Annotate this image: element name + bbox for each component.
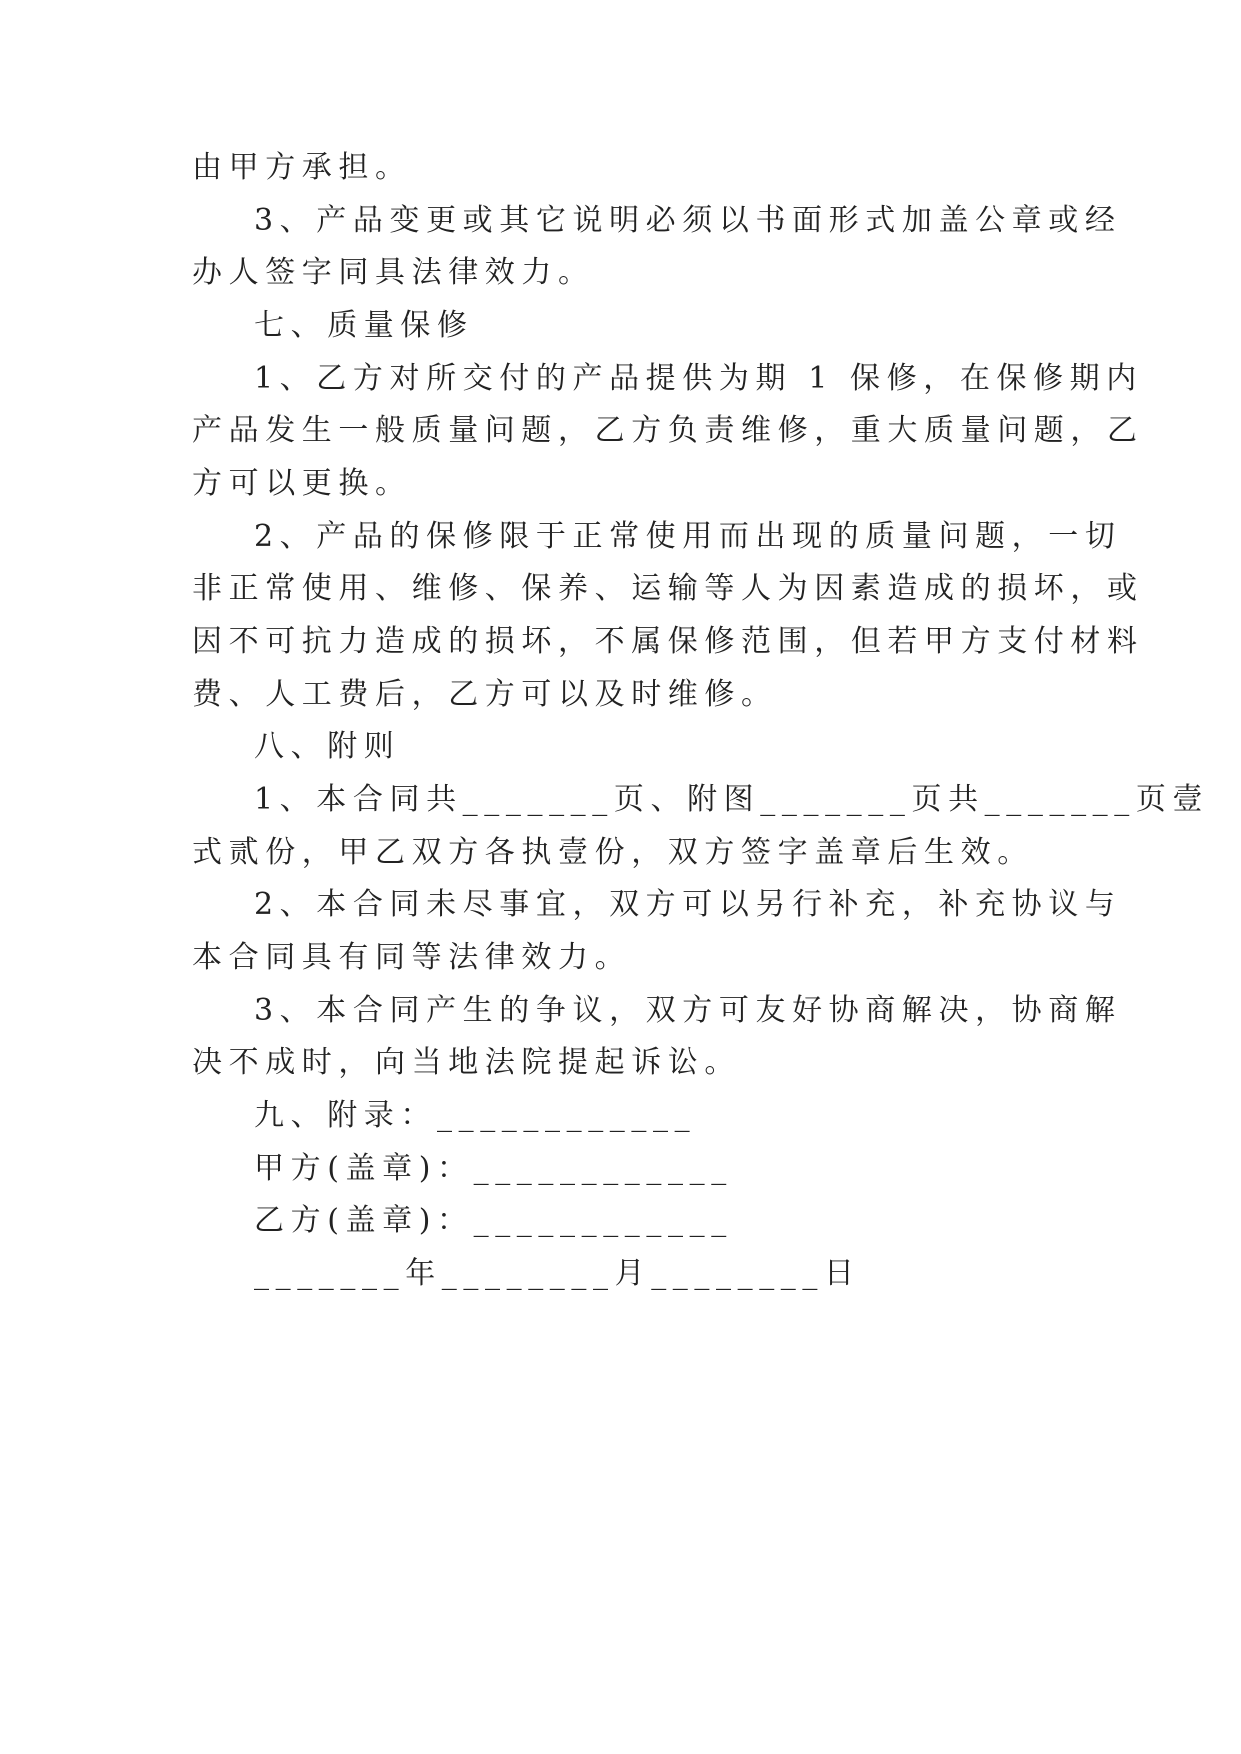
- text-line-15: 2、本合同未尽事宜，双方可以另行补充，补充协议与: [254, 887, 1122, 922]
- text-line-3: 办人签字同具法律效力。: [192, 255, 595, 290]
- text-line-6: 产品发生一般质量问题，乙方负责维修，重大质量问题，乙: [192, 413, 1144, 448]
- text-line-2: 3、产品变更或其它说明必须以书面形式加盖公章或经: [254, 203, 1122, 238]
- text-line-13: 1、本合同共_______页、附图_______页共_______页壹: [254, 782, 1210, 817]
- section-heading-quality-warranty: 七、质量保修: [254, 308, 474, 343]
- text-line-10: 因不可抗力造成的损坏，不属保修范围，但若甲方支付材料: [192, 624, 1144, 659]
- text-line-8: 2、产品的保修限于正常使用而出现的质量问题，一切: [254, 519, 1122, 554]
- date-line: _______年________月________日: [254, 1256, 861, 1291]
- text-line-16: 本合同具有同等法律效力。: [192, 940, 632, 975]
- party-b-seal-line: 乙方(盖章)：____________: [254, 1203, 733, 1238]
- text-line-7: 方可以更换。: [192, 466, 412, 501]
- text-line-14: 式贰份，甲乙双方各执壹份，双方签字盖章后生效。: [192, 835, 1034, 870]
- text-line-18: 决不成时，向当地法院提起诉讼。: [192, 1045, 741, 1080]
- text-line-1: 由甲方承担。: [192, 150, 412, 185]
- text-line-5: 1、乙方对所交付的产品提供为期 1 保修，在保修期内: [254, 361, 1143, 396]
- text-line-17: 3、本合同产生的争议，双方可友好协商解决，协商解: [254, 993, 1122, 1028]
- party-a-seal-line: 甲方(盖章)：____________: [254, 1151, 733, 1186]
- text-line-9: 非正常使用、维修、保养、运输等人为因素造成的损坏，或: [192, 571, 1144, 606]
- text-line-11: 费、人工费后，乙方可以及时维修。: [192, 677, 778, 712]
- appendix-line: 九、附录：____________: [254, 1098, 697, 1133]
- section-heading-appendix-rules: 八、附则: [254, 729, 401, 764]
